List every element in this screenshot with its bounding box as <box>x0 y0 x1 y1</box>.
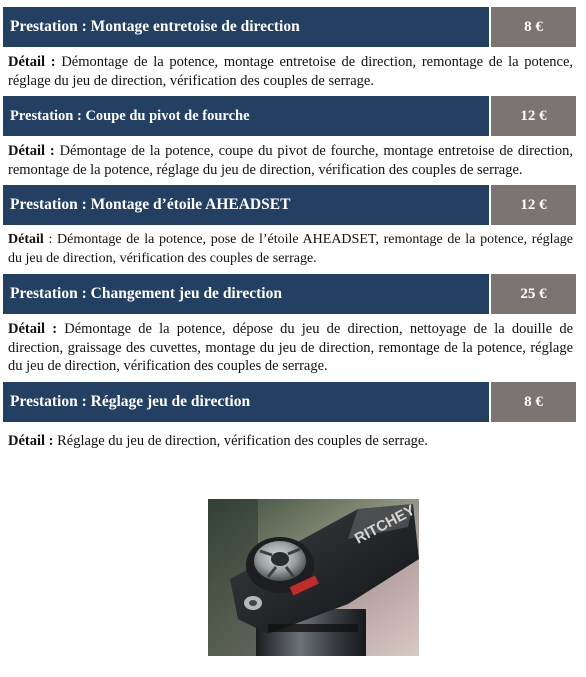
service-header-1 <box>3 7 576 47</box>
service-detail-3 <box>3 225 576 274</box>
detail-label: Détail : <box>8 321 58 337</box>
service-header-4 <box>3 274 576 314</box>
services-page <box>3 7 576 456</box>
detail-label: Détail : <box>8 143 55 159</box>
detail-text: Réglage du jeu de direction, vérification des couples de serrage. <box>57 432 428 449</box>
service-title: Prestation : Montage entretoise de direction <box>3 7 489 47</box>
detail-text: Démontage de la potence, dépose du jeu de direction, nettoyage de la douille de direction, graissage des cuvettes, montage du jeu de direction, remontage de la potence, réglage du jeu de direction, vérification des couples de serrage. <box>8 321 574 374</box>
service-title: Prestation : Montage d’étoile AHEADSET <box>3 185 489 225</box>
detail-label: Détail : <box>8 432 54 449</box>
service-price: 12 € <box>491 185 576 225</box>
detail-text: Démontage de la potence, coupe du pivot de fourche, montage entretoise de direction, remontage de la potence, réglage du jeu de direction, vérification des couples de serrage. <box>8 143 574 178</box>
detail-text: : Démontage de la potence, pose de l’étoile AHEADSET, remontage de la potence, réglage du jeu de direction, vérification des couples de serrage. <box>8 232 573 266</box>
detail-label: Détail <box>8 232 44 247</box>
bicycle-stem-headset-photo <box>208 499 419 656</box>
service-price: 8 € <box>491 7 576 47</box>
service-price: 25 € <box>491 274 576 314</box>
service-header-2 <box>3 96 576 136</box>
service-detail-1 <box>3 47 576 96</box>
service-price: 12 € <box>491 96 576 136</box>
detail-text: Démontage de la potence, montage entretoise de direction, remontage de la potence, réglage du jeu de direction, vérification des couples de serrage. <box>8 54 574 89</box>
stem-brand-text: RITCHEY <box>351 501 419 548</box>
service-title: Prestation : Changement jeu de direction <box>3 274 489 314</box>
service-header-5 <box>3 382 576 422</box>
service-header-3 <box>3 185 576 225</box>
service-detail-5 <box>3 422 576 457</box>
service-detail-2 <box>3 136 576 185</box>
service-detail-4 <box>3 314 576 382</box>
service-price: 8 € <box>491 382 576 422</box>
service-title: Prestation : Coupe du pivot de fourche <box>3 96 489 136</box>
detail-label: Détail : <box>8 54 56 70</box>
service-title: Prestation : Réglage jeu de direction <box>3 382 489 422</box>
